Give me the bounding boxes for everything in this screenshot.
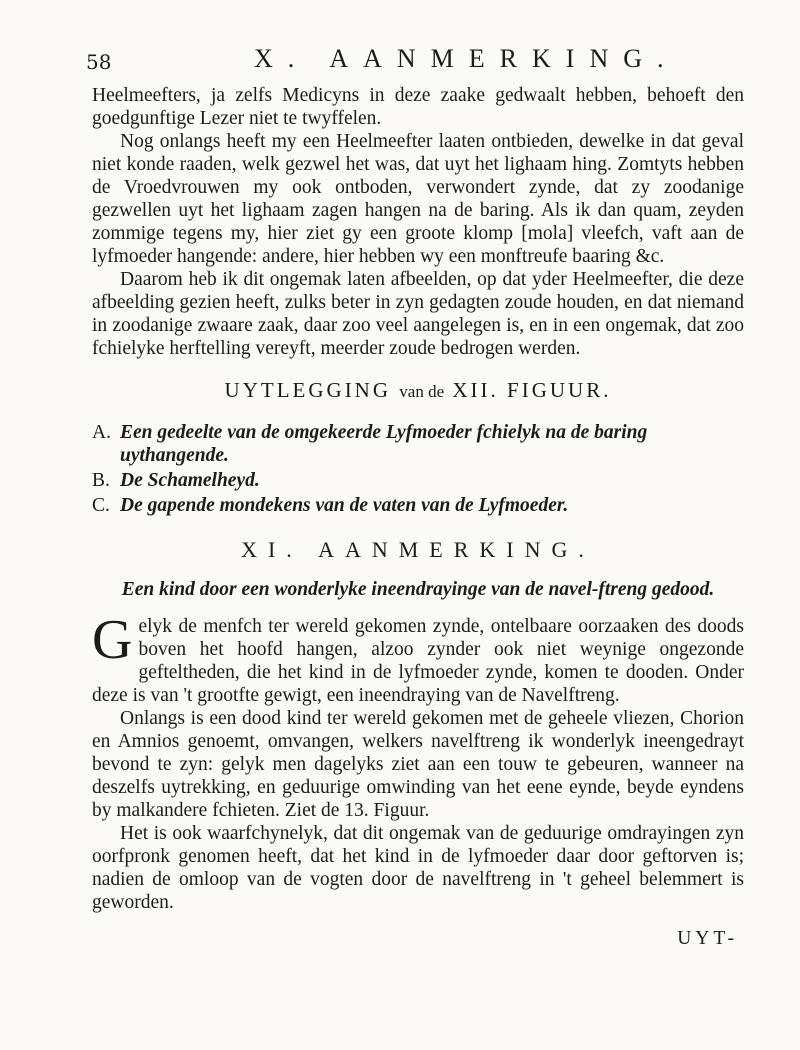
paragraph: Nog onlangs heeft my een Heelmeefter laaten ontbieden, dewelke in dat geval niet konde raaden, welk gezwel het was, dat uyt het lighaam hing. Zomtyts hebben de Vroedvrouwen my ook ontboden, verwondert zynde, dat zy zoodanige gezwellen uyt het lighaam zagen hangen na de baring. Als ik dan quam, zeyden zommige tegens my, hier ziet gy een groote klomp [mola] vleefch, vaft aan de lyfmoeder hangende: andere, hier hebben wy een monftreufe baaring &c. bbox=[92, 131, 744, 267]
catchword: UYT- bbox=[677, 928, 738, 949]
legend-text: De Schamelheyd. bbox=[120, 470, 260, 491]
figure-explanation-heading bbox=[92, 378, 744, 403]
figure-legend bbox=[92, 421, 744, 517]
paragraph: Onlangs is een dood kind ter wereld gekomen met de geheele vliezen, Chorion en Amnios genoemt, omvangen, welkers navelftreng ik wonderlyk ineengedrayt bevond te zyn: gelyk men dagelyks ziet aan een touw te gebeuren, wanneer na deszelfs uytrekking, en geduurige omwinding van het eene eynde, beyde eyndens by malkandere fchieten. Ziet de 13. Figuur. bbox=[92, 708, 744, 821]
heading-part: van de bbox=[399, 382, 445, 401]
section-xi-title: XI. AANMERKING. bbox=[241, 537, 595, 562]
legend-item bbox=[92, 421, 744, 467]
paragraph-text: elyk de menfch ter wereld gekomen zynde, ontelbaare oorzaaken des doods boven het hoofd hangen, alzoo zynder ook niet weynige ongezonde gefteltheden, die het kind in de lyfmoeder zynde, komen te dooden. Onder deze is van 't grootfte gewigt, een ineendraying van de Navelftreng. bbox=[92, 616, 744, 706]
paragraph-with-dropcap bbox=[92, 609, 744, 707]
legend-key: B. bbox=[92, 470, 110, 491]
legend-key: C. bbox=[92, 495, 110, 516]
paragraph: Het is ook waarfchynelyk, dat dit ongemak van de geduurige omdrayingen zyn oorfpronk genomen heeft, dat het kind in de lyfmoeder daar door geftorven is; nadien de omloop van de vogten door de navelftreng in 't geheel belemmert is geworden. bbox=[92, 823, 744, 913]
legend-item bbox=[92, 494, 744, 517]
drop-cap: G bbox=[92, 609, 133, 671]
page-number: 58 bbox=[86, 50, 112, 74]
running-head bbox=[86, 44, 744, 84]
legend-text: De gapende mondekens van de vaten van de Lyfmoeder. bbox=[120, 495, 569, 516]
legend-key: A. bbox=[92, 422, 111, 443]
paragraph: Heelmeefters, ja zelfs Medicyns in deze zaake gedwaalt hebben, behoeft den goedgunftige Lezer niet te twyffelen. bbox=[92, 85, 744, 129]
running-head-title: X. AANMERKING. bbox=[254, 44, 679, 73]
legend-item bbox=[92, 469, 744, 492]
section-x-body bbox=[92, 84, 744, 360]
section-xi-body bbox=[92, 609, 744, 914]
paragraph: Daarom heb ik dit ongemak laten afbeelden, op dat yder Heelmeefter, die deze afbeelding gezien heeft, zulks beter in zyn gedagten zoude houden, en dat niemand in zoodanige zwaare zaak, daar zoo veel aangelegen is, en in een ongemak, dat zoo fchielyke herftelling vereyft, meerder zoude bedrogen werden. bbox=[92, 269, 744, 359]
legend-text: Een gedeelte van de omgekeerde Lyfmoeder fchielyk na de baring uythangende. bbox=[120, 422, 648, 466]
heading-part: XII. FIGUUR. bbox=[452, 378, 612, 402]
heading-part: UYTLEGGING bbox=[224, 378, 392, 402]
section-xi-subtitle: Een kind door een wonderlyke ineendrayinge van de navel-ftreng gedood. bbox=[121, 579, 715, 600]
